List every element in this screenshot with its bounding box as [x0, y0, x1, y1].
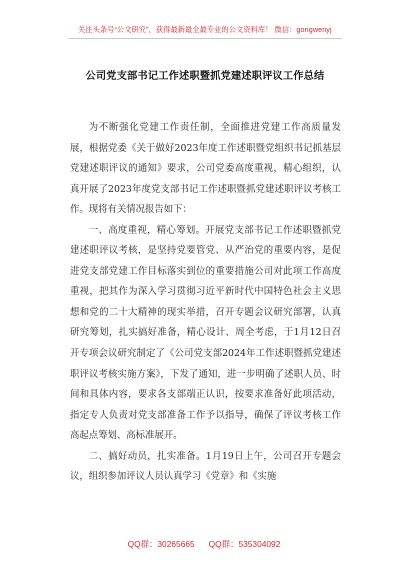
footer-qq-group-1: QQ群：30265665: [127, 539, 195, 549]
header-divider: [68, 38, 342, 39]
header-banner: 关注头条号“公文研究”，获得最新最全最专业的公文资料库！ 微信：gongwenyj: [78, 25, 332, 34]
footer-qq-group-2: QQ群：535304092: [208, 539, 281, 549]
paragraph-intro: 为不断强化党建工作责任制，全面推进党建工作高质量发展，根据党委《关于做好2023年度工作述职暨党组织书记抓基层党建述职评议的通知》要求，公司党委高度重视，精心组织，认真开展了2023年度党支部书记工作述职暨抓党建述职评议考核工作。现将有关情况报告如下：: [70, 122, 341, 216]
paragraph-section-1: 一、高度重视，精心筹划。开展党支部书记工作述职暨抓党建述职评议考核，是坚持党要管党、从严治党的重要内容，是促进党支部党建工作目标落实到位的重要措施公司对此项工作高度重视，把其作为深入学习贯彻习近平新时代中国特色社会主义思想和党的二十大精神的现实举措，召开专题会议研究部署，认真研究筹划，扎实搞好准备，精心设计、周全考虑，于1月12日召开专项会议研究制定了《公司党支部2024年工作述职暨抓党建述职评议考核实施方案》，下发了通知，进一步明确了述职人员、时间和具体内容，要求各支部端正认识，按要求准备好此项活动，指定专人负责对党支部准备工作予以指导，确保了评议考核工作高起点筹划、高标准展开。: [70, 224, 341, 442]
document-body: [70, 118, 341, 488]
document-title: 公司党支部书记工作述职暨抓党建述职评议工作总结: [85, 70, 325, 82]
footer-qq-groups: [0, 538, 408, 550]
paragraph-section-2: 二、搞好动员，扎实准备。1月19日上午，公司召开专题会议，组织参加评议人员认真学习《党章》和《实施: [70, 450, 341, 483]
